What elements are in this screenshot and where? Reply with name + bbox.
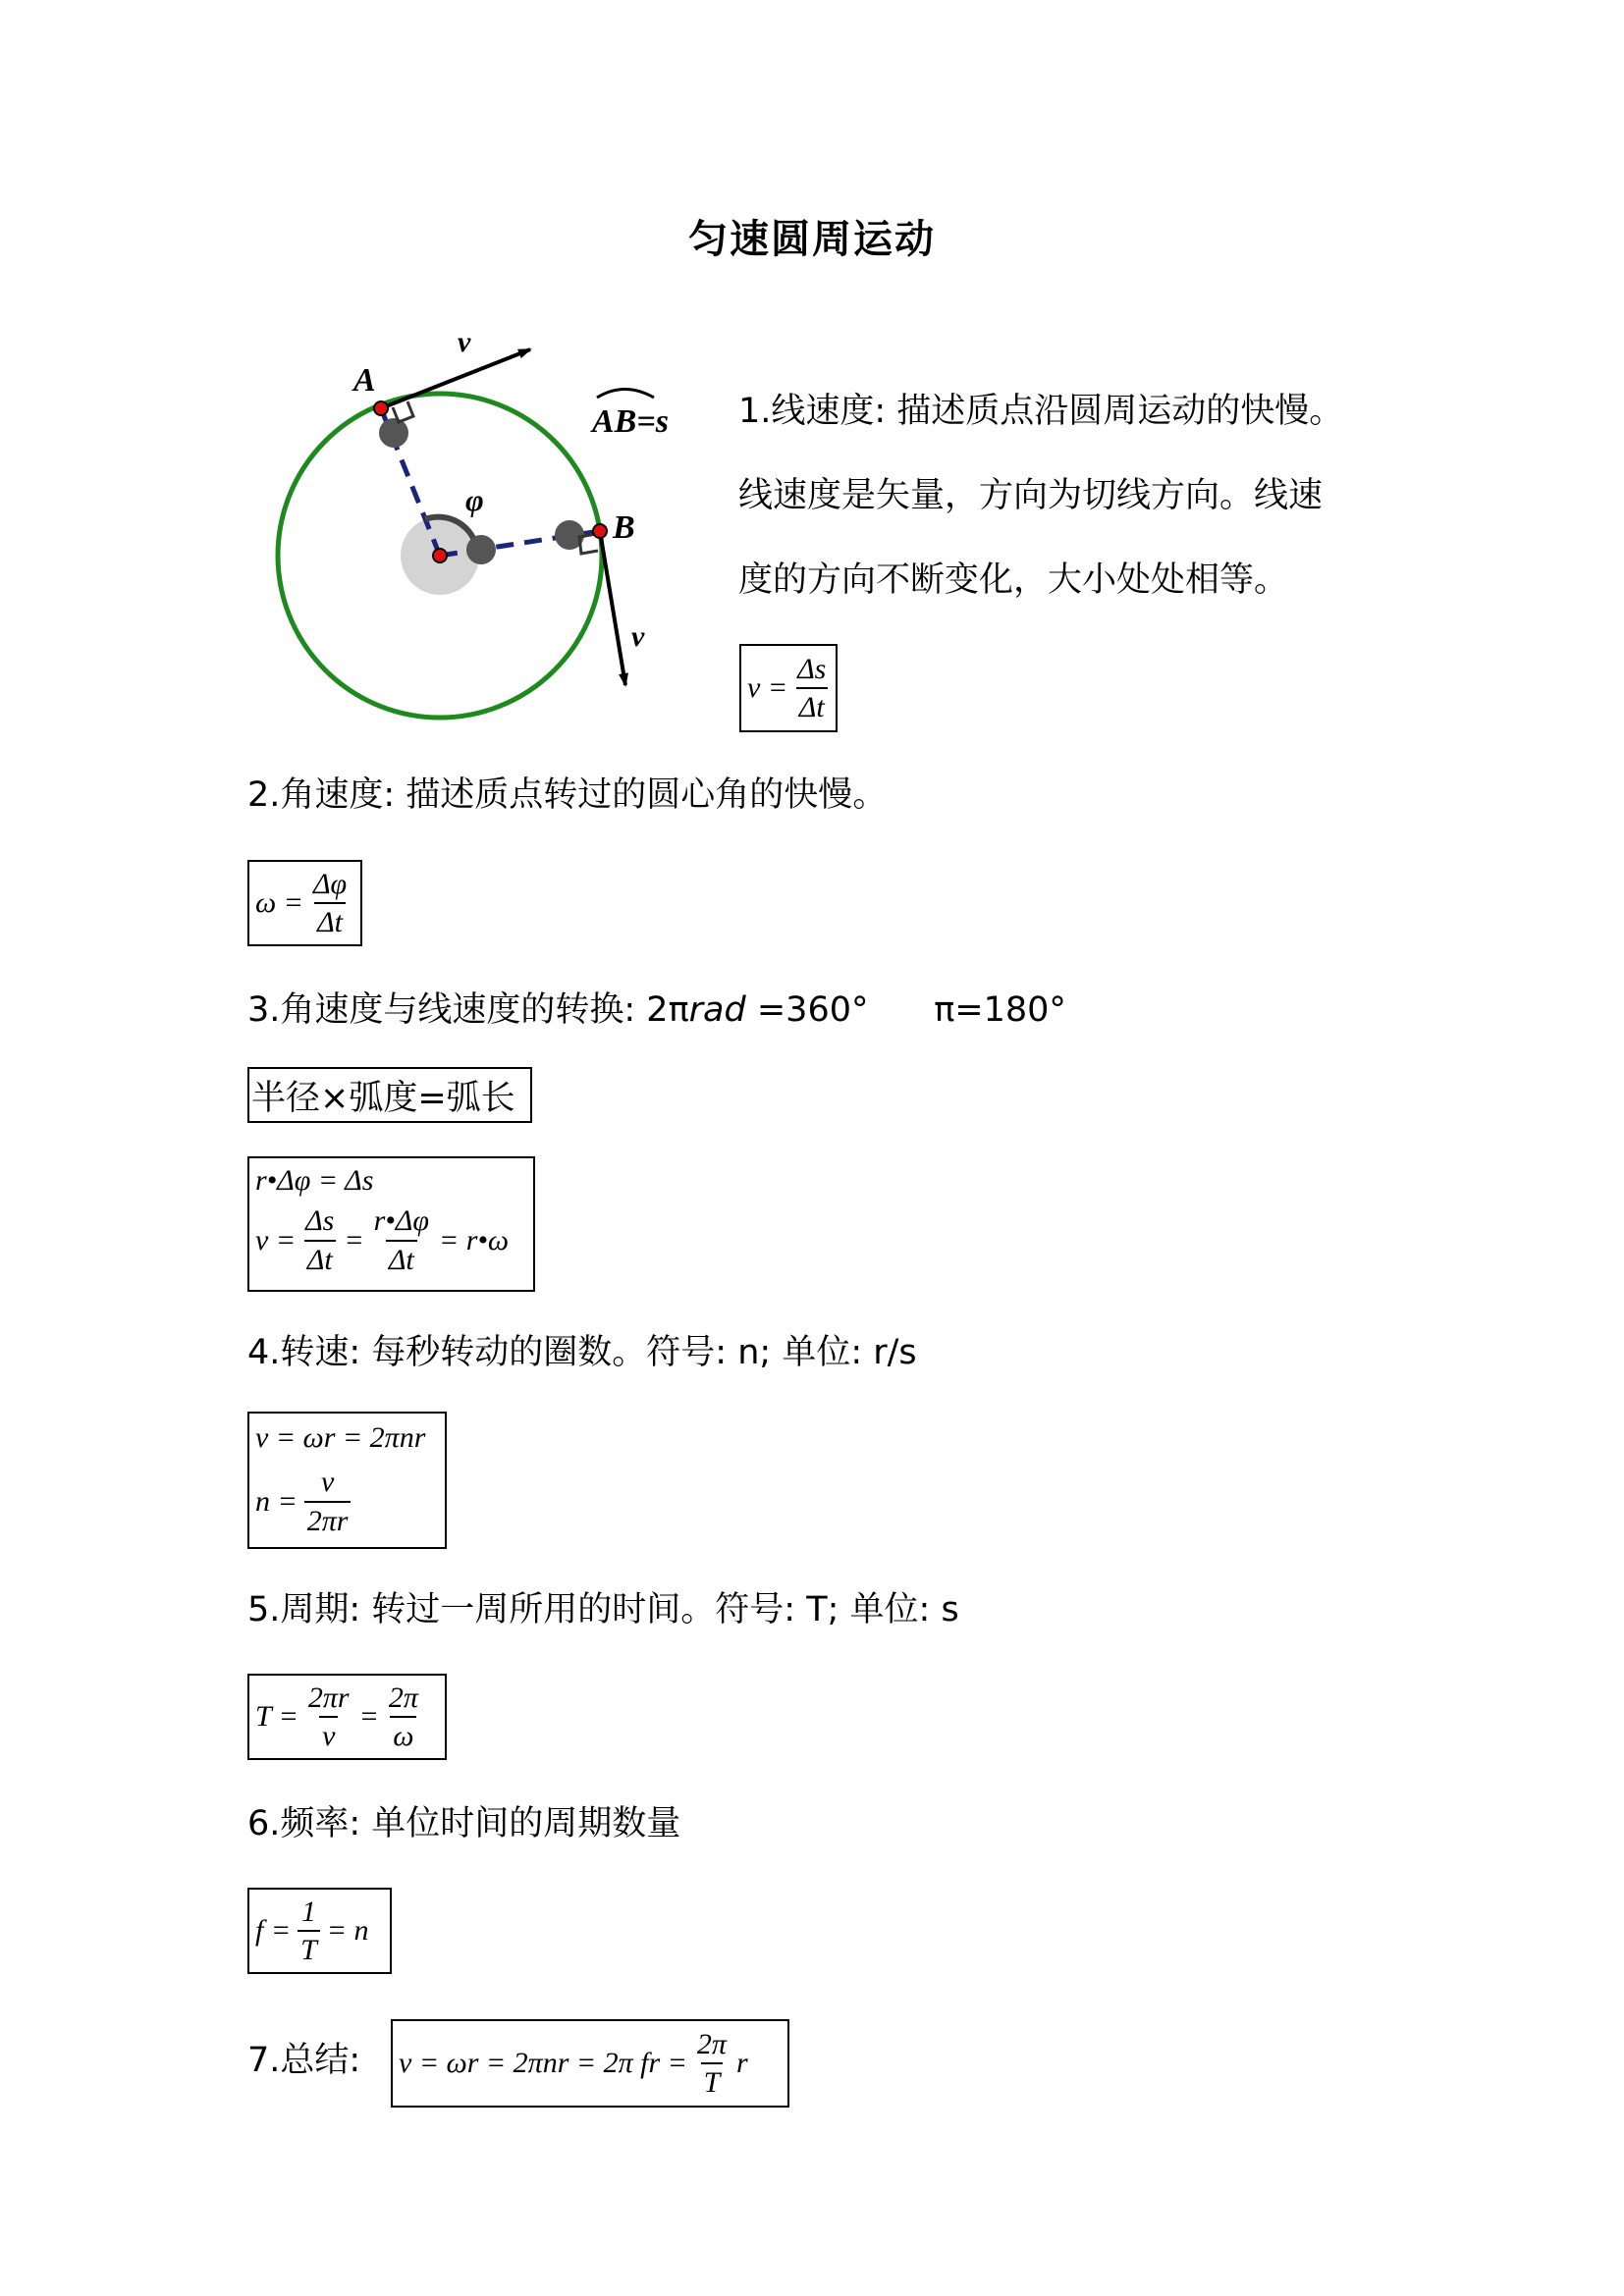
s5-heading: 5.周期: 转过一周所用的时间。符号: T; 单位: s <box>247 1590 959 1629</box>
s7-formula-lhs: v = ωr = 2πnr = 2π fr = <box>399 2047 687 2079</box>
s4-formula-2-den: 2πr <box>304 1501 352 1537</box>
s1-line-2: 线速度是矢量，方向为切线方向。线速 <box>738 476 1324 515</box>
s4-heading: 4.转速: 每秒转动的圈数。符号: n; 单位: r/s <box>247 1333 917 1372</box>
s3-formula-1: r•Δφ = Δs <box>255 1164 374 1197</box>
s6-formula-rhs: = n <box>326 1914 369 1947</box>
s3-heading <box>247 990 1066 1030</box>
s2-formula-lhs: ω = <box>255 886 303 919</box>
s1-formula-num: Δs <box>797 652 827 685</box>
s7-formula-box <box>391 2019 789 2108</box>
angle-mark-center <box>466 535 496 564</box>
s5-formula-num1: 2πr <box>307 1681 350 1714</box>
page-title: 匀速圆周运动 <box>688 217 936 262</box>
s1-formula-lhs: v = <box>747 671 788 704</box>
s2-formula-box <box>247 860 362 946</box>
label-b: B <box>613 509 635 546</box>
angle-mark-a <box>379 418 408 448</box>
point-b <box>593 524 607 538</box>
s6-heading: 6.频率: 单位时间的周期数量 <box>247 1804 681 1843</box>
s4-formula-2-num: v <box>320 1466 335 1498</box>
s4-formula-box <box>247 1412 447 1549</box>
s2-formula-num: Δφ <box>312 867 348 900</box>
s2-formula-den: Δt <box>314 902 346 938</box>
point-a <box>374 401 388 415</box>
s3-formula-2-den1: Δt <box>304 1240 336 1276</box>
s7-formula-rhs: r <box>735 2047 748 2079</box>
s3-heading-suffix: =360° π=180° <box>745 990 1066 1030</box>
circular-motion-diagram <box>255 314 707 726</box>
s3-heading-prefix: 3.角速度与线速度的转换: 2π <box>247 990 689 1030</box>
s3-rule-box <box>247 1067 532 1123</box>
s7-formula-num: 2π <box>696 2027 727 2060</box>
s3-formula-box <box>247 1156 535 1292</box>
s6-formula-lhs: f = <box>255 1914 292 1947</box>
s2-heading: 2.角速度: 描述质点转过的圆心角的快慢。 <box>247 775 888 815</box>
s3-formula-2-rhs: = r•ω <box>439 1223 510 1256</box>
s1-line-1: 1.线速度: 描述质点沿圆周运动的快慢。 <box>738 392 1344 431</box>
s1-formula-den: Δt <box>796 687 828 723</box>
s3-formula-2-lhs: v = <box>255 1223 297 1256</box>
label-phi: φ <box>465 482 484 517</box>
velocity-arrow-b <box>600 531 625 685</box>
s4-formula-2-lhs: n = <box>255 1484 298 1518</box>
s6-formula-den: T <box>298 1930 320 1966</box>
s7-formula-den: T <box>701 2062 724 2099</box>
s3-formula-2-eq: = <box>344 1223 364 1256</box>
label-arc: AB=s <box>592 403 669 440</box>
s1-formula-box <box>739 644 838 732</box>
s5-formula-lhs: T = <box>255 1700 298 1733</box>
label-v-top: v <box>458 326 471 358</box>
s5-formula-box <box>247 1674 447 1760</box>
s6-formula-num: 1 <box>300 1895 316 1928</box>
s5-formula-num2: 2π <box>388 1681 418 1714</box>
point-center <box>433 549 447 562</box>
s6-formula-box <box>247 1888 392 1974</box>
s3-rule-text: 半径×弧度=弧长 <box>251 1078 515 1118</box>
s1-line-3: 度的方向不断变化，大小处处相等。 <box>738 561 1289 600</box>
s7-heading: 7.总结: <box>247 2041 361 2080</box>
s5-formula-eq: = <box>358 1700 379 1733</box>
label-a: A <box>353 362 376 399</box>
label-v-right: v <box>631 620 645 653</box>
arc-over-ab <box>597 390 654 399</box>
s3-formula-2-num1: Δs <box>305 1204 335 1237</box>
velocity-arrow-a <box>381 349 530 408</box>
s5-formula-den1: v <box>319 1716 338 1752</box>
s3-formula-2-den2: Δt <box>386 1240 417 1276</box>
s3-heading-rad: rad <box>688 990 746 1030</box>
s3-formula-2-num2: r•Δφ <box>373 1204 429 1237</box>
s5-formula-den2: ω <box>390 1716 416 1752</box>
s4-formula-1: v = ωr = 2πnr <box>255 1421 426 1454</box>
